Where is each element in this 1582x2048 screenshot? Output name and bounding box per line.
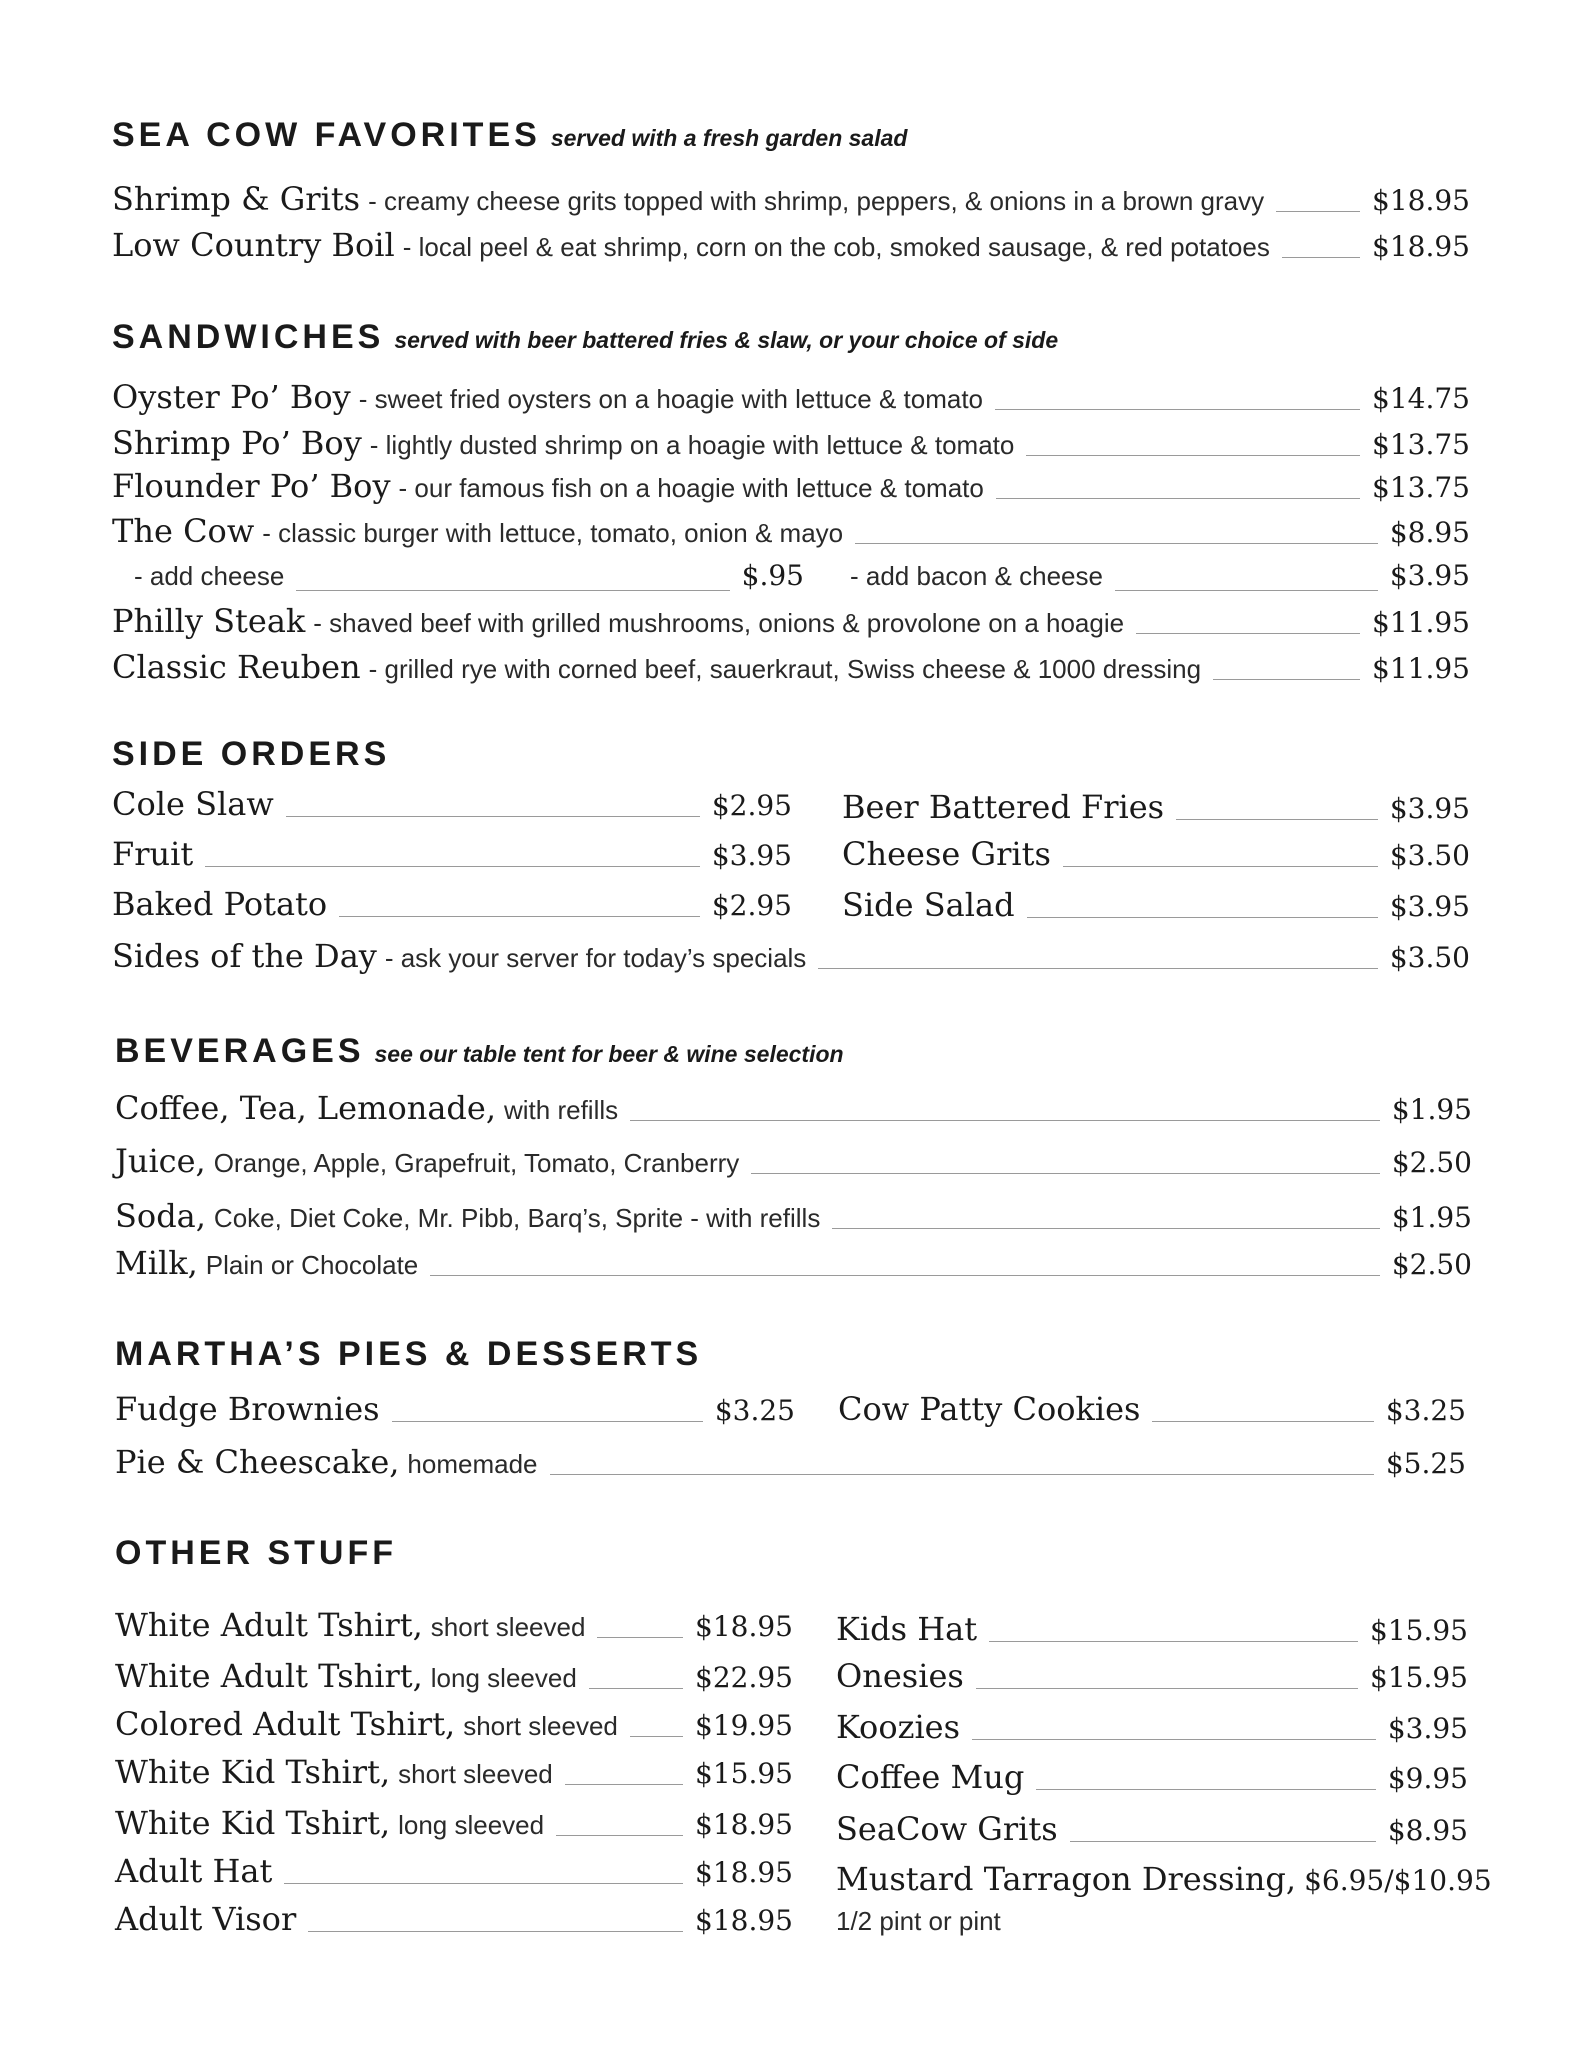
dessert-item <box>838 1390 1466 1434</box>
item-price: $18.95 <box>1372 184 1470 217</box>
item-price: $22.95 <box>695 1661 793 1694</box>
item-description: - ask your server for today’s specials <box>384 943 807 973</box>
item-name: Cole Slaw <box>112 785 274 823</box>
side-item <box>112 835 792 879</box>
addon-description: - add cheese <box>134 561 285 591</box>
dotted-leader <box>1213 679 1360 680</box>
menu-item <box>112 424 1470 468</box>
dotted-leader <box>1282 257 1360 258</box>
item-price: $3.25 <box>714 1394 795 1427</box>
dotted-leader <box>995 409 1360 410</box>
beverage-item <box>115 1197 1472 1241</box>
section-title-desserts <box>115 1337 702 1371</box>
section-title: SANDWICHES <box>112 318 385 356</box>
dotted-leader <box>1063 866 1378 867</box>
dessert-item <box>115 1443 1466 1487</box>
menu-item <box>112 226 1470 270</box>
dotted-leader <box>589 1688 683 1689</box>
dotted-leader <box>284 1883 683 1884</box>
section-title: MARTHA’S PIES & DESSERTS <box>115 1335 703 1373</box>
item-description: 1/2 pint or pint <box>836 1906 1001 1936</box>
item-description: - local peel & eat shrimp, corn on the cob, smoked sausage, & red potatoes <box>402 232 1270 262</box>
item-price: $3.95 <box>711 839 792 872</box>
item-name: White Kid Tshirt, <box>115 1753 391 1791</box>
item-description: - grilled rye with corned beef, sauerkraut, Swiss cheese & 1000 dressing <box>368 654 1202 684</box>
merch-item <box>836 1657 1468 1701</box>
section-title-side-orders <box>112 737 390 771</box>
item-name: Mustard Tarragon Dressing, <box>836 1860 1297 1898</box>
item-price: $15.95 <box>1370 1614 1468 1647</box>
dotted-leader <box>818 968 1378 969</box>
item-price: $8.95 <box>1389 516 1470 549</box>
dotted-leader <box>972 1739 1376 1740</box>
section-subtitle: served with beer battered fries & slaw, or your choice of side <box>394 327 1059 353</box>
menu-item <box>112 648 1470 692</box>
beverage-item <box>115 1142 1472 1186</box>
item-name: White Adult Tshirt, <box>115 1606 423 1644</box>
item-price: $5.25 <box>1385 1447 1466 1480</box>
item-price: $2.50 <box>1391 1146 1472 1179</box>
merch-item <box>836 1758 1468 1802</box>
dessert-item <box>115 1390 795 1434</box>
item-price: $3.50 <box>1389 839 1470 872</box>
dotted-leader <box>1136 633 1360 634</box>
item-name: White Kid Tshirt, <box>115 1804 391 1842</box>
item-name: Adult Visor <box>115 1900 297 1938</box>
merch-item <box>115 1657 793 1701</box>
item-description: - sweet fried oysters on a hoagie with lettuce & tomato <box>358 384 984 414</box>
item-price: $9.95 <box>1387 1762 1468 1795</box>
item-name: Oyster Po’ Boy <box>112 378 351 416</box>
item-name: Fudge Brownies <box>115 1390 380 1428</box>
item-price: $13.75 <box>1372 428 1470 461</box>
item-name: Cheese Grits <box>842 835 1051 873</box>
addon-price: $3.95 <box>1389 559 1470 592</box>
side-item <box>112 885 792 929</box>
dotted-leader <box>296 590 729 591</box>
item-price: $3.95 <box>1387 1712 1468 1745</box>
section-title-other-stuff <box>115 1536 397 1570</box>
item-description: short sleeved <box>463 1711 618 1741</box>
section-subtitle: served with a fresh garden salad <box>550 125 908 151</box>
item-name: Flounder Po’ Boy <box>112 467 391 505</box>
menu-item <box>112 378 1470 422</box>
side-item <box>842 788 1470 832</box>
item-name: Juice, <box>115 1142 206 1180</box>
item-price: $18.95 <box>695 1610 793 1643</box>
section-title-sandwiches <box>112 320 1058 354</box>
merch-item <box>836 1610 1468 1654</box>
dotted-leader <box>832 1228 1380 1229</box>
item-name: Side Salad <box>842 886 1015 924</box>
item-price: $11.95 <box>1372 606 1470 639</box>
item-name: Philly Steak <box>112 602 306 640</box>
item-description: - lightly dusted shrimp on a hoagie with lettuce & tomato <box>369 430 1015 460</box>
dotted-leader <box>597 1637 683 1638</box>
addon-price: $.95 <box>741 559 804 592</box>
section-subtitle: see our table tent for beer & wine selection <box>374 1041 844 1067</box>
item-name: Fruit <box>112 835 194 873</box>
section-title: BEVERAGES <box>115 1032 365 1070</box>
item-description: short sleeved <box>398 1759 553 1789</box>
item-price: $13.75 <box>1372 471 1470 504</box>
merch-item <box>115 1900 793 1944</box>
merch-item <box>115 1705 793 1749</box>
item-price: $1.95 <box>1391 1093 1472 1126</box>
dotted-leader <box>286 816 700 817</box>
item-description: homemade <box>407 1449 538 1479</box>
side-item <box>842 886 1470 930</box>
item-description: - creamy cheese grits topped with shrimp, peppers, & onions in a brown gravy <box>368 186 1265 216</box>
item-name: Milk, <box>115 1244 198 1282</box>
item-name: Cow Patty Cookies <box>838 1390 1141 1428</box>
section-title: OTHER STUFF <box>115 1534 397 1572</box>
beverage-item <box>115 1244 1472 1288</box>
item-description: - classic burger with lettuce, tomato, onion & mayo <box>262 518 844 548</box>
merch-item <box>836 1708 1468 1752</box>
menu-item <box>112 602 1470 646</box>
item-description: - our famous fish on a hoagie with lettuce & tomato <box>398 473 984 503</box>
merch-item <box>115 1804 793 1848</box>
side-item <box>112 937 1470 981</box>
item-price: $18.95 <box>695 1808 793 1841</box>
dotted-leader <box>1176 819 1378 820</box>
item-price: $3.50 <box>1389 941 1470 974</box>
dotted-leader <box>630 1736 683 1737</box>
item-price: $18.95 <box>695 1904 793 1937</box>
merch-item-dressing <box>836 1860 1492 1904</box>
item-name: Pie & Cheescake, <box>115 1443 400 1481</box>
item-name: Sides of the Day <box>112 937 377 975</box>
item-name: The Cow <box>112 512 255 550</box>
item-price: $1.95 <box>1391 1201 1472 1234</box>
section-title: SEA COW FAVORITES <box>112 116 541 154</box>
dotted-leader <box>1036 1789 1375 1790</box>
item-price: $8.95 <box>1387 1814 1468 1847</box>
item-name: Shrimp Po’ Boy <box>112 424 362 462</box>
item-name: Soda, <box>115 1197 206 1235</box>
item-name: White Adult Tshirt, <box>115 1657 423 1695</box>
dotted-leader <box>565 1784 683 1785</box>
menu-item <box>112 467 1470 511</box>
item-name: Classic Reuben <box>112 648 361 686</box>
merch-item <box>115 1852 793 1896</box>
item-price: $18.95 <box>1372 230 1470 263</box>
item-price: $15.95 <box>695 1757 793 1790</box>
beverage-item <box>115 1089 1472 1133</box>
item-name: Low Country Boil <box>112 226 395 264</box>
item-price: $2.95 <box>711 789 792 822</box>
dotted-leader <box>630 1120 1380 1121</box>
item-price: $3.95 <box>1389 792 1470 825</box>
section-title: SIDE ORDERS <box>112 735 391 773</box>
item-price: $3.25 <box>1385 1394 1466 1427</box>
item-price: $18.95 <box>695 1856 793 1889</box>
side-item <box>112 785 792 829</box>
item-name: Coffee, Tea, Lemonade, <box>115 1089 496 1127</box>
merch-item <box>115 1753 793 1797</box>
dotted-leader <box>1070 1841 1376 1842</box>
dotted-leader <box>205 866 700 867</box>
item-price: $14.75 <box>1372 382 1470 415</box>
dotted-leader <box>392 1421 703 1422</box>
dotted-leader <box>996 498 1360 499</box>
item-name: Koozies <box>836 1708 961 1746</box>
dotted-leader <box>430 1275 1380 1276</box>
dotted-leader <box>751 1173 1380 1174</box>
item-price: $19.95 <box>695 1709 793 1742</box>
dotted-leader <box>989 1641 1358 1642</box>
item-price: $6.95/$10.95 <box>1304 1864 1492 1897</box>
dotted-leader <box>1152 1421 1373 1422</box>
item-description: Coke, Diet Coke, Mr. Pibb, Barq’s, Sprite - with refills <box>213 1203 821 1233</box>
side-item <box>842 835 1470 879</box>
section-title-beverages <box>115 1034 844 1068</box>
item-name: Coffee Mug <box>836 1758 1025 1796</box>
addon-item <box>134 559 804 603</box>
item-description: - shaved beef with grilled mushrooms, onions & provolone on a hoagie <box>313 608 1125 638</box>
addon-description: - add bacon & cheese <box>850 561 1103 591</box>
dotted-leader <box>1026 455 1360 456</box>
dotted-leader <box>550 1474 1374 1475</box>
menu-item <box>112 512 1470 556</box>
item-name: Onesies <box>836 1657 964 1695</box>
item-description: long sleeved <box>398 1810 545 1840</box>
merch-item <box>836 1810 1468 1854</box>
item-name: Kids Hat <box>836 1610 978 1648</box>
item-name: SeaCow Grits <box>836 1810 1058 1848</box>
item-description: long sleeved <box>430 1663 577 1693</box>
item-name: Shrimp & Grits <box>112 180 361 218</box>
dotted-leader <box>556 1835 683 1836</box>
section-title-sea-cow-favorites <box>112 118 907 152</box>
item-name: Baked Potato <box>112 885 328 923</box>
item-price: $11.95 <box>1372 652 1470 685</box>
item-price: $2.50 <box>1391 1248 1472 1281</box>
item-description: with refills <box>504 1095 619 1125</box>
dotted-leader <box>1115 590 1378 591</box>
item-description: Plain or Chocolate <box>205 1250 419 1280</box>
dotted-leader <box>339 916 700 917</box>
item-name: Adult Hat <box>115 1852 273 1890</box>
item-description: short sleeved <box>430 1612 586 1642</box>
merch-item <box>115 1606 793 1650</box>
dotted-leader <box>976 1688 1358 1689</box>
item-price: $3.95 <box>1389 890 1470 923</box>
item-name: Beer Battered Fries <box>842 788 1165 826</box>
item-price: $15.95 <box>1370 1661 1468 1694</box>
dotted-leader <box>855 543 1378 544</box>
item-name: Colored Adult Tshirt, <box>115 1705 456 1743</box>
dotted-leader <box>1027 917 1378 918</box>
item-description: Orange, Apple, Grapefruit, Tomato, Cranberry <box>213 1148 740 1178</box>
dotted-leader <box>1276 211 1360 212</box>
addon-item <box>850 559 1470 603</box>
menu-item <box>112 180 1470 224</box>
dotted-leader <box>308 1931 683 1932</box>
item-price: $2.95 <box>711 889 792 922</box>
